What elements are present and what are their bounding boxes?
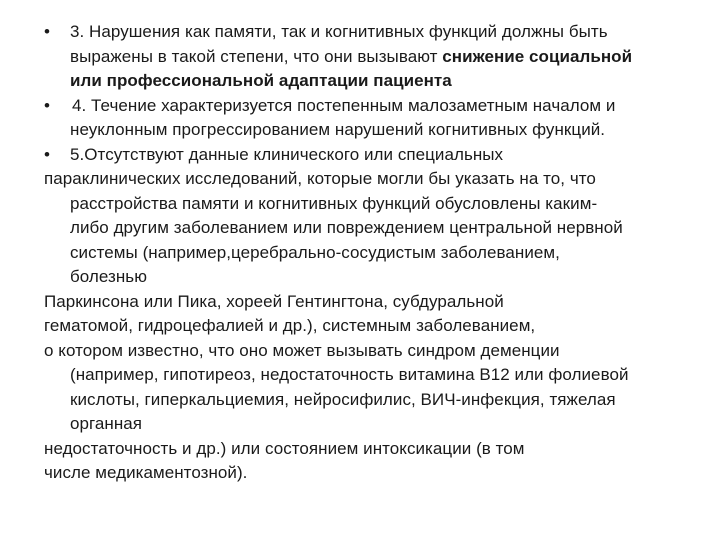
bullet-marker: • bbox=[44, 144, 51, 164]
bold-text: или профессиональной адаптации пациента bbox=[70, 71, 452, 90]
bullet-item-5-line-5 bbox=[44, 241, 704, 266]
bullet-item-4-line-2 bbox=[44, 118, 704, 143]
text-line: кислоты, гиперкальциемия, нейросифилис, ВИЧ-инфекция, тяжелая bbox=[70, 389, 616, 409]
text-line: (например, гипотиреоз, недостаточность витамина В12 или фолиевой bbox=[70, 365, 629, 384]
text-line: болезнью bbox=[70, 267, 148, 286]
text-line: выражены в такой степени, что они вызывают bbox=[70, 46, 443, 66]
text-line: о котором известно, что оно может вызывать синдром деменции bbox=[44, 340, 560, 360]
bullet-item-3-line-3 bbox=[44, 69, 704, 94]
bullet-item-5-line-6 bbox=[44, 265, 704, 290]
text-line: Паркинсона или Пика, хореей Гентингтона, субдуральной bbox=[44, 291, 504, 311]
bullet-item-5-line-4 bbox=[44, 216, 704, 241]
text-line: расстройства памяти и когнитивных функций обусловлены каким- bbox=[70, 193, 598, 213]
text-line: гематомой, гидроцефалией и др.), системным заболеванием, bbox=[44, 316, 536, 335]
text-line: либо другим заболеванием или повреждением центральной нервной bbox=[70, 218, 623, 237]
paragraph-line-13 bbox=[44, 314, 704, 339]
paragraph-line-16 bbox=[44, 388, 704, 413]
text-line: 5.Отсутствуют данные клинического или специальных bbox=[70, 144, 504, 164]
bullet-item-3-line-1 bbox=[44, 20, 704, 45]
text-line: недостаточность и др.) или состоянием интоксикации (в том bbox=[44, 438, 525, 458]
paragraph-line-15 bbox=[44, 363, 704, 388]
text-line: 4. Течение характеризуется постепенным малозаметным началом и bbox=[72, 95, 616, 115]
paragraph-line-12 bbox=[44, 290, 704, 315]
paragraph-line-17 bbox=[44, 412, 704, 437]
paragraph-line-19 bbox=[44, 461, 704, 486]
text-line: числе медикаментозной). bbox=[44, 463, 248, 482]
slide-text-body bbox=[44, 20, 704, 486]
bullet-item-5-line-2 bbox=[44, 167, 704, 192]
bullet-item-5-line-3 bbox=[44, 192, 704, 217]
bullet-item-3-line-2 bbox=[44, 45, 704, 70]
paragraph-line-14 bbox=[44, 339, 704, 364]
paragraph-line-18 bbox=[44, 437, 704, 462]
text-line: неуклонным прогрессированием нарушений когнитивных функций. bbox=[70, 120, 606, 139]
text-line: органная bbox=[70, 414, 143, 433]
text-line: системы (например,церебрально-сосудистым заболеванием, bbox=[70, 242, 560, 262]
text-line: параклинических исследований, которые могли бы указать на то, что bbox=[44, 169, 596, 188]
bullet-marker: • bbox=[44, 95, 51, 115]
text-line: 3. Нарушения как памяти, так и когнитивных функций должны быть bbox=[70, 22, 608, 41]
bullet-item-4-line-1 bbox=[44, 94, 704, 119]
bullet-item-5-line-1 bbox=[44, 143, 704, 168]
bullet-marker: • bbox=[44, 22, 51, 41]
bold-text: снижение социальной bbox=[442, 46, 633, 66]
